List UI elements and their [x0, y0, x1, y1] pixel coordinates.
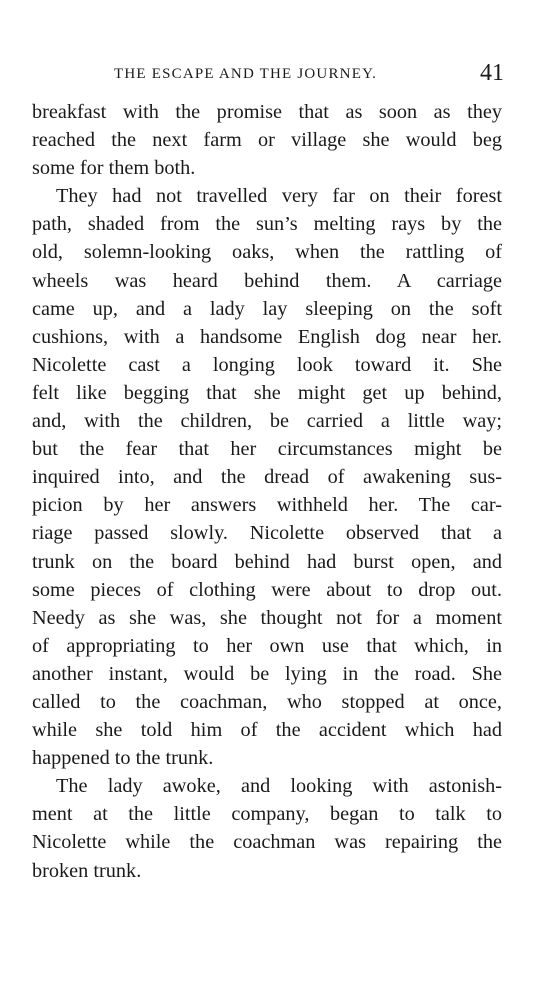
text-line: happened to the trunk.	[32, 747, 214, 770]
text-line: picion by her answers withheld her. The car-	[32, 494, 502, 517]
text-line: Needy as she was, she thought not for a moment	[32, 606, 502, 629]
text-line: old, solemn-looking oaks, when the rattling of	[32, 241, 502, 264]
text-line: while she told him of the accident which had	[32, 719, 502, 742]
text-line: inquired into, and the dread of awakening sus-	[32, 466, 502, 489]
text-line: wheels was heard behind them. A carriage	[32, 269, 502, 292]
text-line: and, with the children, be carried a little way;	[32, 410, 502, 433]
text-line: of appropriating to her own use that which, in	[32, 634, 502, 657]
text-line: but the fear that her circumstances might be	[32, 438, 502, 461]
text-line: called to the coachman, who stopped at once,	[32, 690, 502, 713]
running-head	[34, 60, 504, 90]
body-text	[32, 98, 502, 885]
text-line: They had not travelled very far on their forest	[56, 185, 502, 208]
text-line: riage passed slowly. Nicolette observed that a	[32, 522, 502, 545]
text-line: some pieces of clothing were about to drop out.	[32, 578, 502, 601]
text-line: path, shaded from the sun’s melting rays by the	[32, 213, 502, 236]
text-line: came up, and a lady lay sleeping on the soft	[32, 297, 502, 320]
text-line: broken trunk.	[32, 859, 142, 882]
text-line: breakfast with the promise that as soon as they	[32, 101, 502, 123]
text-line: Nicolette cast a longing look toward it. She	[32, 353, 502, 376]
running-title: THE ESCAPE AND THE JOURNEY.	[114, 66, 378, 82]
text-line: cushions, with a handsome English dog near her.	[32, 325, 502, 348]
text-line: some for them both.	[32, 157, 196, 180]
text-line: trunk on the board behind had burst open, and	[32, 550, 502, 573]
text-line: Nicolette while the coachman was repairing the	[32, 831, 502, 854]
text-line: felt like begging that she might get up behind,	[32, 381, 502, 404]
text-line: reached the next farm or village she would beg	[32, 129, 502, 152]
text-line: another instant, would be lying in the road. She	[32, 662, 502, 685]
text-line: ment at the little company, began to talk to	[32, 803, 502, 826]
page-number: 41	[480, 60, 504, 86]
text-line: The lady awoke, and looking with astonish-	[56, 775, 502, 798]
